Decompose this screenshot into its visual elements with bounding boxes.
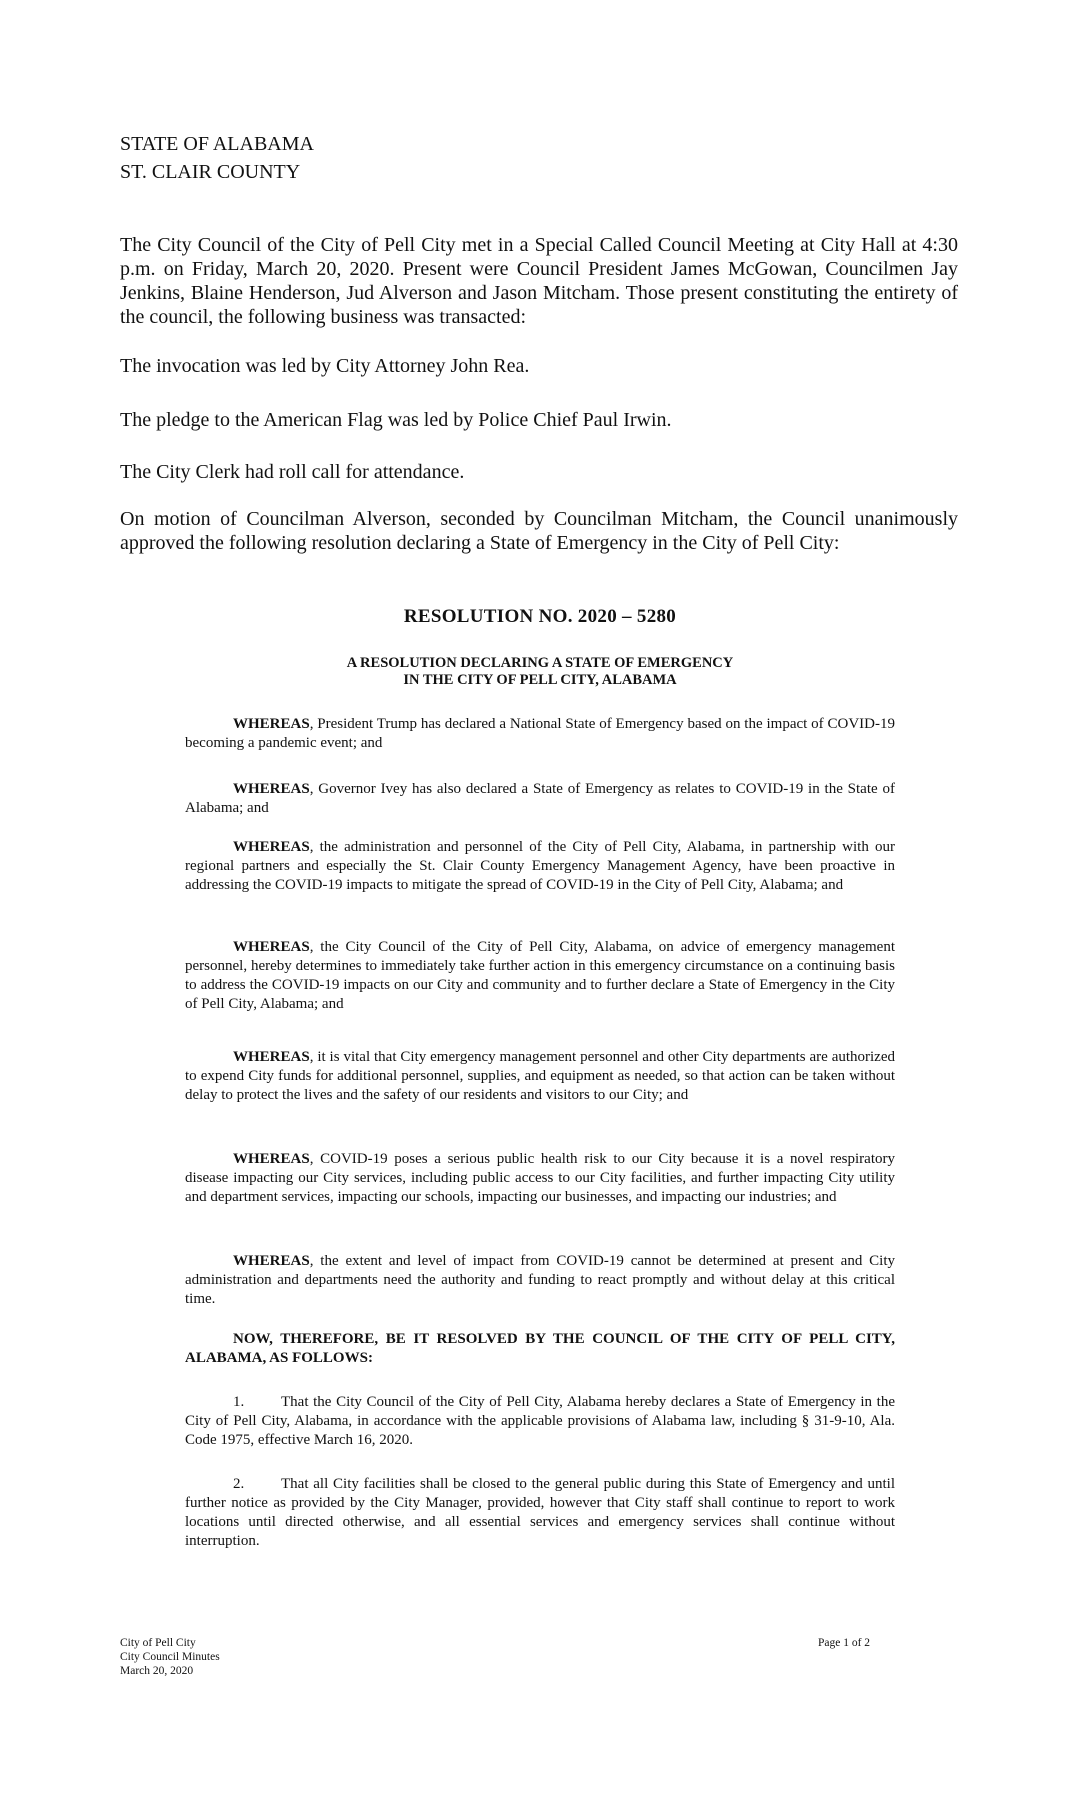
resolution-title — [120, 655, 960, 689]
whereas-clause-5 — [185, 1048, 895, 1105]
footer-minutes: City Council Minutes — [120, 1651, 220, 1663]
whereas-text: , it is vital that City emergency management personnel and other City departments are authorized to expend City funds for additional personnel, supplies, and equipment as needed, so that action can be taken without delay to protect the lives and the safety of our residents and visitors to our City; and — [185, 1049, 895, 1103]
whereas-label: WHEREAS — [233, 839, 310, 855]
whereas-label: WHEREAS — [233, 939, 310, 955]
whereas-text: , the administration and personnel of the City of Pell City, Alabama, in partnership with our regional partners and especially the St. Clair County Emergency Management Agency, have been proactive in addressing the COVID-19 impacts to mitigate the spread of COVID-19 in the City of Pell City, Alabama; and — [185, 839, 895, 893]
pledge-line: The pledge to the American Flag was led by Police Chief Paul Irwin. — [120, 409, 672, 431]
whereas-clause-6 — [185, 1150, 895, 1207]
footer-city: City of Pell City — [120, 1637, 196, 1649]
resolution-number: RESOLUTION NO. 2020 – 5280 — [403, 606, 677, 627]
whereas-clause-1 — [185, 715, 895, 753]
whereas-text: , the City Council of the City of Pell City, Alabama, on advice of emergency management personnel, hereby determines to immediately take further action in this emergency circumstance on a continuing basis to address the COVID-19 impacts on our City and community and to further declare a State of Emergency in the City of Pell City, Alabama; and — [185, 939, 895, 1012]
whereas-text: , President Trump has declared a National State of Emergency based on the impact of COVID-19 becoming a pandemic event; and — [185, 716, 895, 751]
whereas-clause-2 — [185, 780, 895, 818]
item-text: That all City facilities shall be closed to the general public during this State of Emergency and until further notice as provided by the City Manager, provided, however that City staff shall continue to report to work locations until directed otherwise, and all essential services and emergency services shall continue without interruption. — [185, 1476, 895, 1549]
item-number: 2. — [233, 1476, 245, 1492]
state-county-header — [120, 130, 314, 186]
whereas-label: WHEREAS — [233, 1151, 310, 1167]
invocation-line: The invocation was led by City Attorney John Rea. — [120, 355, 530, 377]
resolution-title-line-2: IN THE CITY OF PELL CITY, ALABAMA — [403, 672, 677, 688]
whereas-clause-3 — [185, 838, 895, 895]
whereas-clause-7 — [185, 1252, 895, 1309]
roll-call-line: The City Clerk had roll call for attendance. — [120, 461, 465, 483]
item-number: 1. — [233, 1394, 245, 1410]
page-number: Page 1 of 2 — [818, 1637, 871, 1649]
resolved-clause — [185, 1330, 895, 1368]
whereas-clause-4 — [185, 938, 895, 1014]
footer-left — [120, 1636, 220, 1678]
whereas-label: WHEREAS — [233, 781, 310, 797]
county-line: ST. CLAIR COUNTY — [120, 161, 301, 183]
whereas-label: WHEREAS — [233, 1049, 310, 1065]
motion-paragraph: On motion of Councilman Alverson, seconded by Councilman Mitcham, the Council unanimously approved the following resolution declaring a State of Emergency in the City of Pell City: — [120, 508, 958, 554]
footer-date: March 20, 2020 — [120, 1665, 194, 1677]
resolution-item-1 — [185, 1393, 895, 1450]
whereas-label: WHEREAS — [233, 716, 310, 732]
state-line: STATE OF ALABAMA — [120, 133, 314, 155]
item-text: That the City Council of the City of Pell City, Alabama hereby declares a State of Emergency in the City of Pell City, Alabama, in accordance with the applicable provisions of Alabama law, including § 31-9-10, Ala. Code 1975, effective March 16, 2020. — [185, 1394, 895, 1448]
resolution-item-2 — [185, 1475, 895, 1551]
whereas-text: , the extent and level of impact from COVID-19 cannot be determined at present and City administration and departments need the authority and funding to react promptly and without delay at this critical time. — [185, 1253, 895, 1307]
resolved-text: NOW, THEREFORE, BE IT RESOLVED BY THE COUNCIL OF THE CITY OF PELL CITY, ALABAMA, AS FOLLOWS: — [185, 1331, 895, 1366]
whereas-label: WHEREAS — [233, 1253, 310, 1269]
meeting-intro-paragraph: The City Council of the City of Pell City met in a Special Called Council Meeting at City Hall at 4:30 p.m. on Friday, March 20, 2020. Present were Council President James McGowan, Councilmen Jay Jenkins, Blaine Henderson, Jud Alverson and Jason Mitcham. Those present constituting the entirety of the council, the following business was transacted: — [120, 234, 958, 328]
whereas-text: , Governor Ivey has also declared a State of Emergency as relates to COVID-19 in the State of Alabama; and — [185, 781, 895, 816]
resolution-title-line-1: A RESOLUTION DECLARING A STATE OF EMERGENCY — [346, 655, 734, 671]
whereas-text: , COVID-19 poses a serious public health risk to our City because it is a novel respiratory disease impacting our City services, including public access to our City facilities, and further impacting City utility and department services, impacting our schools, impacting our businesses, and impacting our industries; and — [185, 1151, 895, 1205]
